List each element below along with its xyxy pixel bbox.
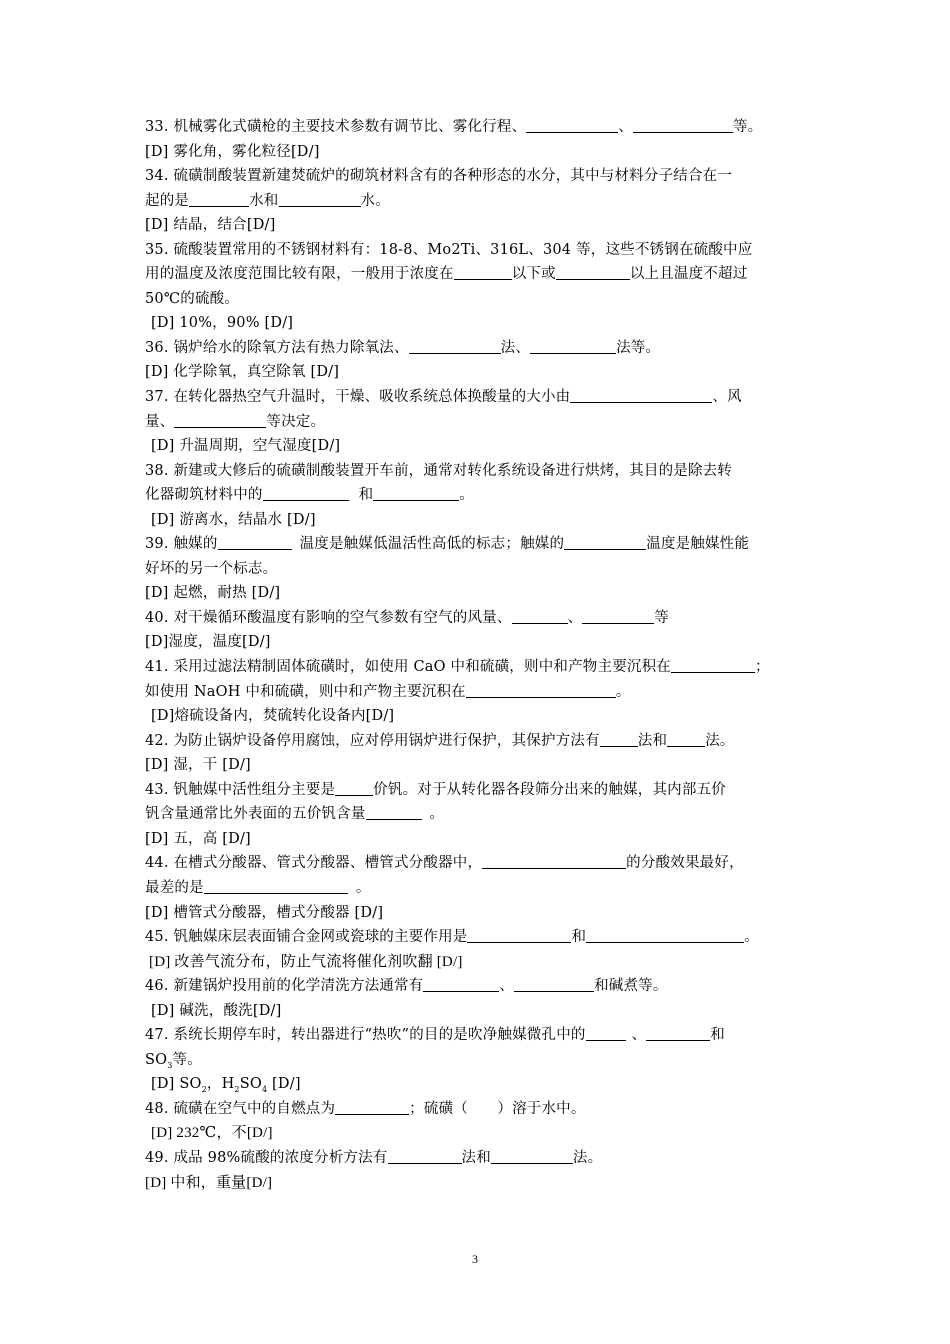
answer-46: [D] 碱洗，酸洗[D/] [151,1002,282,1019]
question-text: 41. 采用过滤法精制固体硫磺时，如使用 CaO 中和硫磺，则中和产物主要沉积在 [145,659,672,676]
question-text: 。 [459,487,475,504]
question-41 [145,655,810,680]
blank-line [556,263,630,280]
question-47 [145,1023,810,1048]
subscript: 3 [167,1060,173,1070]
question-text: 温度是触媒性能 [646,536,750,553]
question-37-cont [145,410,810,435]
question-text: 价钒。对于从转化器各段筛分出来的触媒，其内部五价 [373,781,726,798]
blank-line [263,484,349,501]
answer-text: SO [239,1076,262,1093]
question-text: 以上且温度不超过 [629,266,748,283]
question-44-cont [145,876,810,901]
question-text: 、 [567,609,583,626]
question-42 [145,729,810,754]
blank-line [633,116,733,133]
question-text: 40. 对干燥循环酸温度有影响的空气参数有空气的风量、 [145,609,512,626]
subscript: 4 [261,1085,268,1095]
question-text: 如使用 NaOH 中和硫磺，则中和产物主要沉积在 [145,683,466,700]
answer-45: [D] 改善气流分布，防止气流将催化剂吹翻 [D/] [149,953,463,970]
blank-line [491,1147,573,1164]
blank-line [512,607,568,624]
answer-40: [D]湿度，温度[D/] [145,634,271,651]
question-text: 、 [499,978,515,995]
question-49 [145,1146,810,1171]
question-text: 和碱煮等。 [594,978,668,995]
answer-38: [D] 游离水，结晶水 [D/] [151,511,316,528]
subscript: 2 [234,1085,240,1095]
blank-line [586,926,744,943]
question-text: 用的温度及浓度范围比较有限，一般用于浓度在 [145,266,454,283]
blank-line [646,1024,710,1041]
question-text: ； [755,659,770,676]
question-35-cont [145,262,810,287]
question-text: 。 [615,683,631,700]
blank-line [373,484,459,501]
blank-line [582,607,654,624]
question-46 [145,974,810,999]
question-35: 35. 硫酸装置常用的不锈钢材料有：18-8、Mo2Ti、316L、304 等，这些不锈钢在硫酸中应 [145,241,753,258]
question-44 [145,851,810,876]
question-38-cont [145,483,810,508]
question-35-cont2: 50℃的硫酸。 [145,290,240,307]
question-text: 水。 [360,192,390,209]
question-text: 。 [355,879,371,896]
question-text: 量、 [145,413,175,430]
question-text: 法和 [637,732,668,749]
blank-line [467,926,571,943]
answer-39: [D] 起燃，耐热 [D/] [145,585,281,602]
blank-line [218,533,292,550]
blank-line [189,190,249,207]
question-34: 34. 硫磺制酸装置新建焚硫炉的砌筑材料含有的各种形态的水分，其中与材料分子结合在一 [145,168,733,185]
question-text: 以下或 [511,266,556,283]
question-text: 法。 [572,1149,603,1166]
blank-line [564,533,646,550]
question-text: 48. 硫磺在空气中的自燃点为 [145,1100,336,1117]
blank-line [279,190,361,207]
answer-37: [D] 升温周期，空气湿度[D/] [151,438,341,455]
question-text: 、 [618,119,633,135]
question-text: 温度是触媒低温活性高低的标志；触媒的 [299,536,565,553]
question-43-cont [145,802,810,827]
question-43 [145,778,810,803]
question-text: 49. 成品 98%硫酸的浓度分析方法有 [145,1149,388,1166]
question-text: 法和 [461,1149,491,1166]
blank-line [388,1147,462,1164]
page-number: 3 [472,1252,478,1266]
blank-line [366,803,422,820]
question-text: 的分酸效果最好， [626,855,744,872]
answer-44: [D] 槽管式分酸器，槽式分酸器 [D/] [145,904,384,921]
blank-line [514,975,594,992]
question-text: ；硫磺（ ）溶于水中。 [409,1100,586,1117]
blank-line [526,116,618,133]
blank-line [600,730,638,747]
blank-line [174,411,266,428]
question-text: 33. 机械雾化式磺枪的主要技术参数有调节比、雾化行程、 [145,119,527,135]
question-text: 等。 [732,119,763,135]
blank-line [671,656,755,673]
question-text: 和 [710,1027,725,1044]
question-text: 、风 [712,389,742,406]
blank-line [454,263,512,280]
question-text: 、 [631,1027,647,1044]
question-text: 。 [429,806,445,823]
question-text: 47. 系统长期停车时，转出器进行“热吹”的目的是吹净触媒微孔中的 [145,1027,586,1044]
answer-35: [D] 10%，90% [D/] [151,315,294,332]
question-text: 42. 为防止锅炉设备停用腐蚀，应对停用锅炉进行保护，其保护方法有 [145,732,600,749]
question-text: 等决定。 [266,413,326,430]
question-text: 法。 [705,732,735,749]
question-text: 水和 [249,192,279,209]
blank-line [204,877,348,894]
blank-line [423,975,499,992]
question-39 [145,532,810,557]
answer-43: [D] 五，高 [D/] [145,830,251,847]
answer-text: ，H [206,1076,235,1093]
question-text: 钒含量通常比外表面的五价钒含量 [145,806,366,823]
blank-line [466,681,616,698]
answer-text: [D] SO [151,1076,202,1093]
question-text: 法等。 [616,339,661,356]
question-text: 起的是 [145,192,190,209]
question-39-cont: 好坏的另一个标志。 [145,560,278,577]
question-41-cont [145,680,810,705]
subscript: 2 [201,1085,207,1095]
answer-36: [D] 化学除氧，真空除氧 [D/] [145,364,340,381]
question-text: 和 [571,929,587,946]
question-37 [145,385,810,410]
answer-47 [145,1072,810,1097]
blank-line [667,730,705,747]
question-text: SO [145,1051,168,1068]
answer-48: [D] 232℃，不[D/] [151,1125,273,1142]
question-38: 38. 新建或大修后的硫磺制酸装置开车前，通常对转化系统设备进行烘烤，其目的是除去转 [145,462,733,479]
question-text: 43. 钒触媒中活性组分主要是 [145,781,336,798]
blank-line [335,779,373,796]
answer-text: [D/] [267,1076,301,1093]
question-text: 39. 触媒的 [145,536,218,553]
question-text: 和 [358,487,374,504]
question-45 [145,925,810,950]
question-34-cont [145,189,810,214]
answer-41: [D]熔硫设备内，焚硫转化设备内[D/] [151,708,395,725]
answer-42: [D] 湿，干 [D/] [145,757,251,774]
question-text: 法、 [500,339,531,356]
blank-line [570,386,712,403]
question-text: 44. 在槽式分酸器、管式分酸器、槽管式分酸器中， [145,855,483,872]
blank-line [530,337,616,354]
answer-33: [D] 雾化角，雾化粒径[D/] [145,143,320,160]
question-36 [145,336,810,361]
question-text: 最差的是 [145,879,204,896]
answer-34: [D] 结晶，结合[D/] [145,217,276,234]
question-list [145,115,810,1195]
question-33 [145,115,810,140]
question-text: 45. 钒触媒床层表面铺合金网或瓷球的主要作用是 [145,929,468,946]
question-text: 36. 锅炉给水的除氧方法有热力除氧法、 [145,339,409,356]
question-text: 等 [654,609,669,626]
blank-line [409,337,501,354]
question-text: 37. 在转化器热空气升温时，干燥、吸收系统总体换酸量的大小由 [145,389,571,406]
question-text: 46. 新建锅炉投用前的化学清洗方法通常有 [145,978,424,995]
question-40 [145,606,810,631]
answer-49: [D] 中和，重量[D/] [145,1174,273,1191]
question-text: 化器砌筑材料中的 [145,487,263,504]
question-48 [145,1097,810,1122]
blank-line [586,1024,626,1041]
question-47-cont [145,1048,810,1073]
blank-line [335,1098,409,1115]
question-text: 等。 [172,1051,202,1068]
question-text: 。 [744,929,759,946]
blank-line [482,852,626,869]
